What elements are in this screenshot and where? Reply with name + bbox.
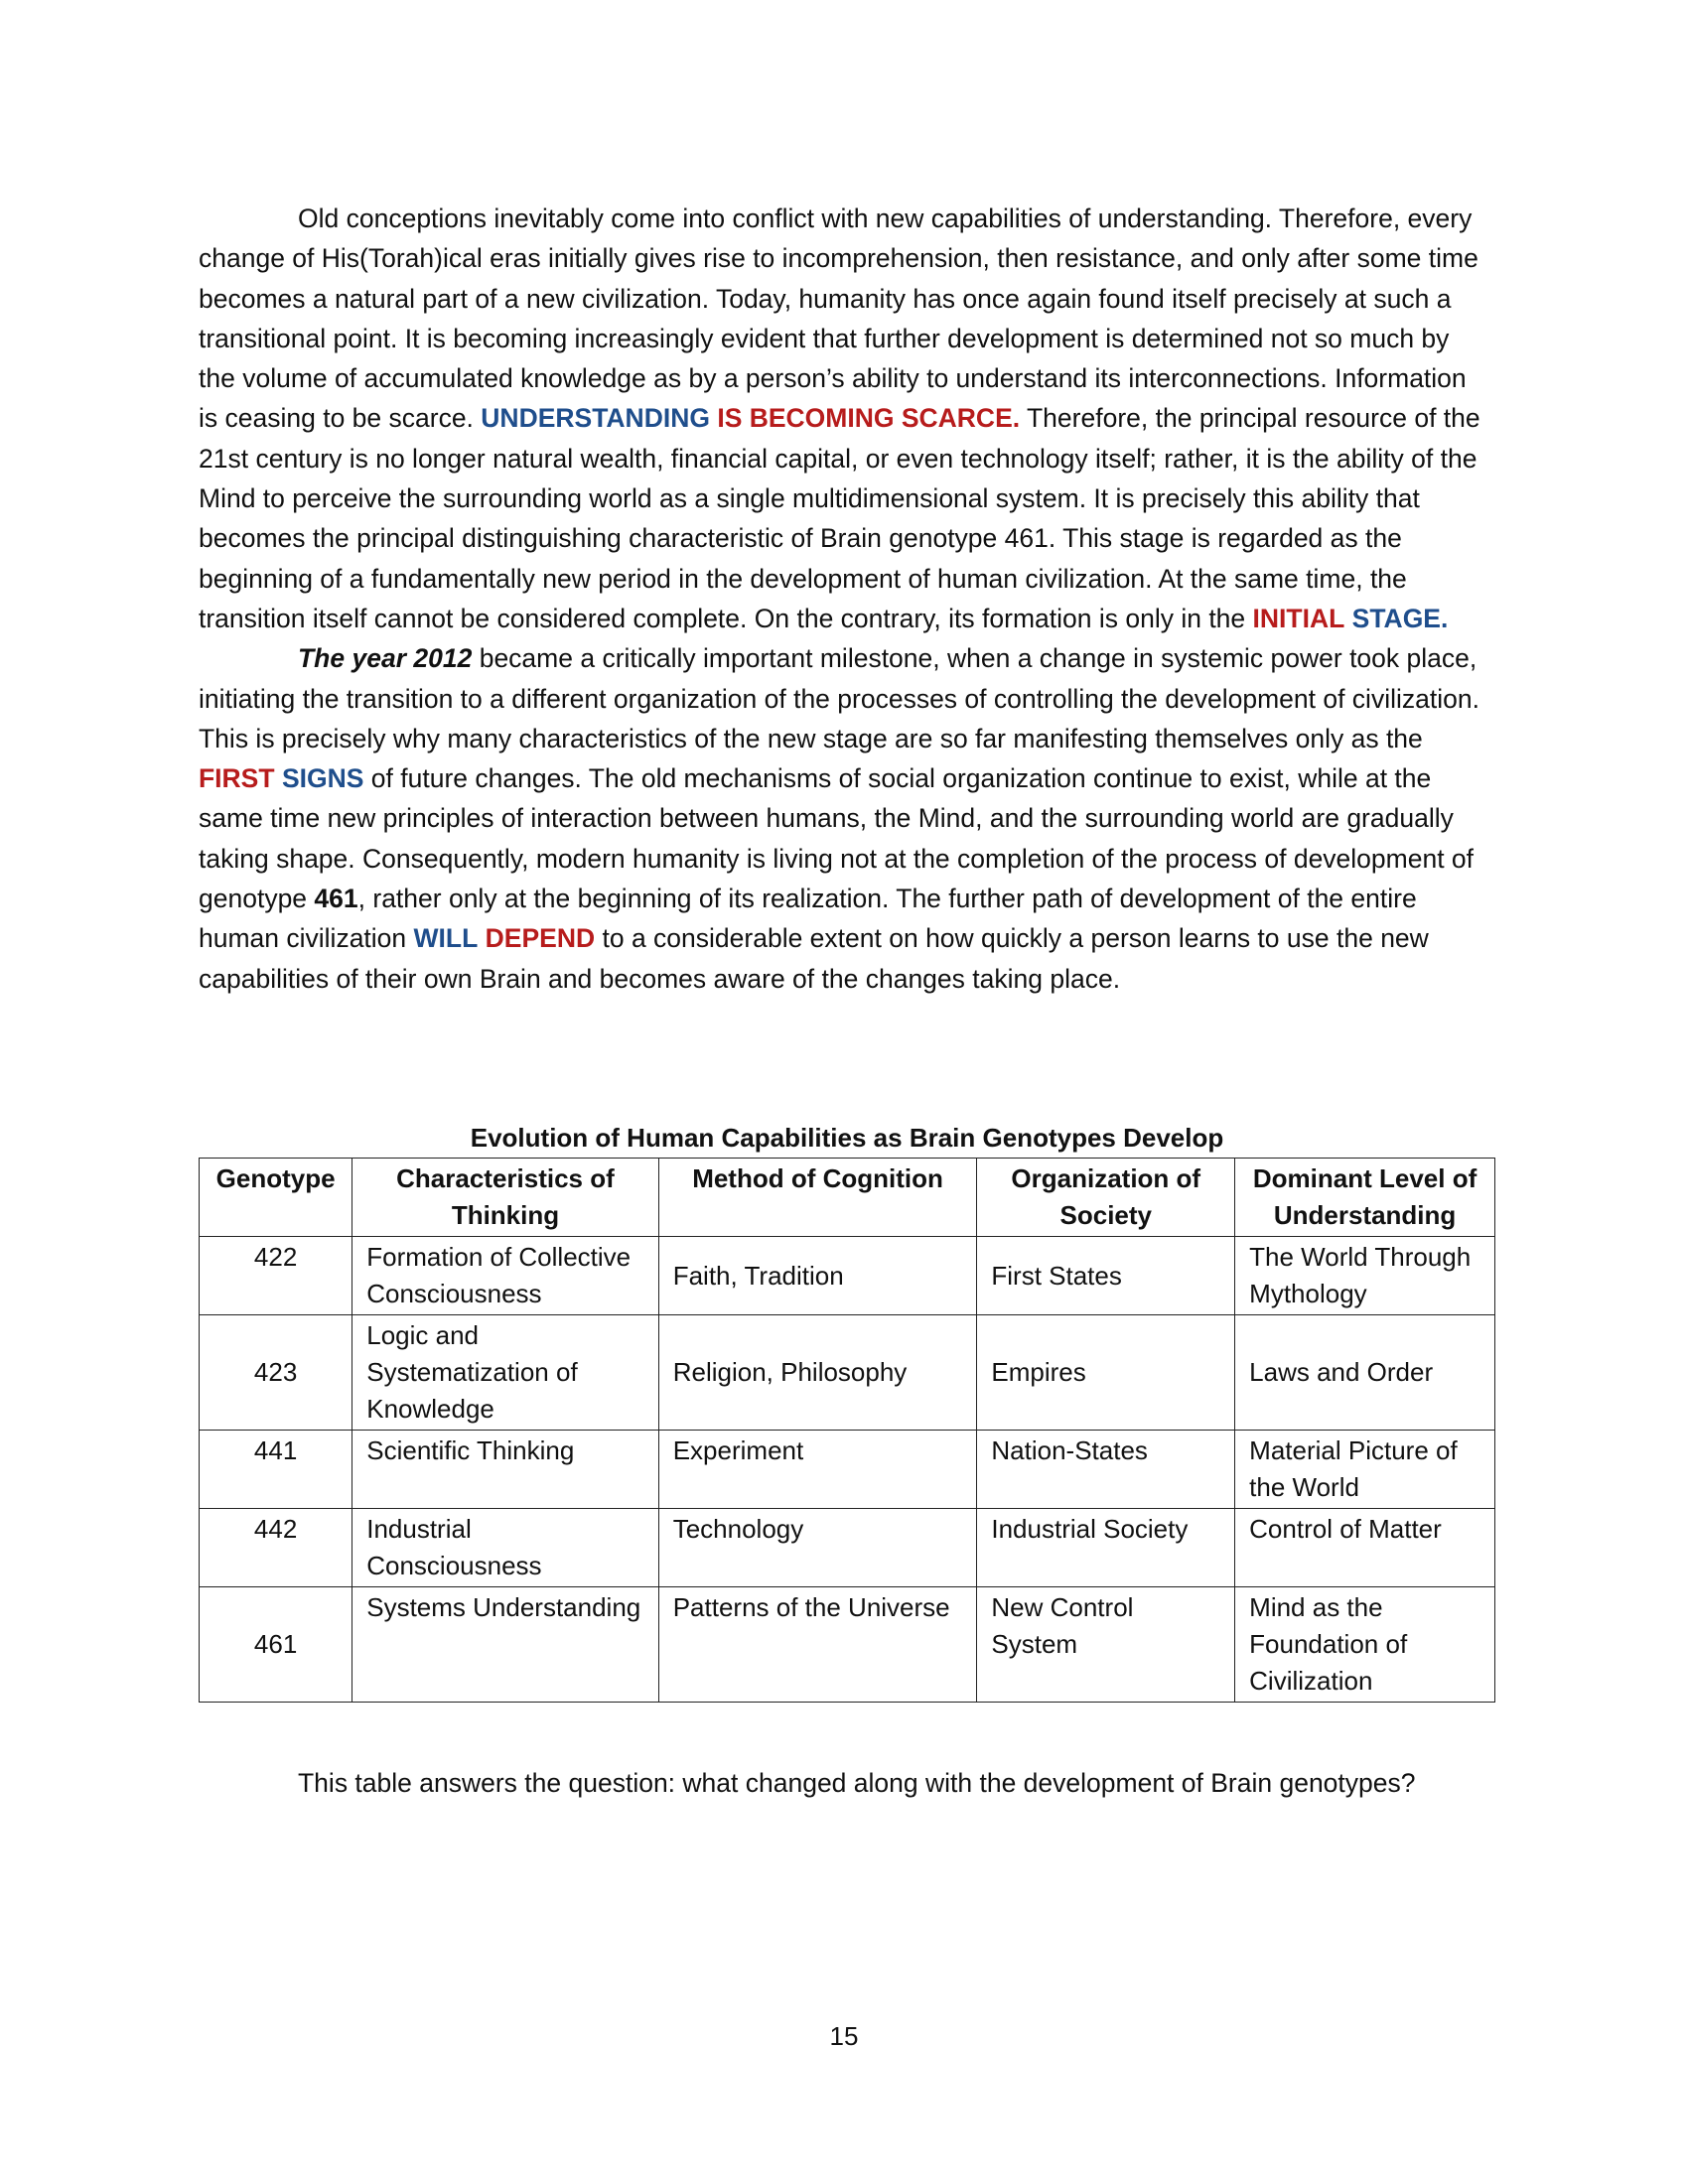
cell-method: Experiment [658, 1431, 977, 1509]
p1-text-1: Old conceptions inevitably come into conflict with new capabilities of understanding. Therefore, every change of His(Torah)ical eras initially gives rise to incomprehension, then resistance, and only after some time becomes a natural part of a new civilization. Today, humanity has once again found itself precisely at such a transitional point. It is becoming increasingly evident that further development is determined not so much by the volume of accumulated knowledge as by a person’s ability to understand its interconnections. Information is ceasing to be scarce. [199, 204, 1478, 434]
cell-organization: Nation-States [977, 1431, 1235, 1509]
p2-text-2: of future changes. The old mechanisms of social organization continue to exist, while at the same time new principles of interaction between humans, the Mind, and the surrounding world are gradually taking shape. Consequently, modern humanity is living not at the completion of the process of development of genotype [199, 763, 1475, 914]
table-row [200, 1237, 1495, 1315]
p2-emphasis-first: FIRST [199, 763, 275, 794]
p2-bold-genotype: 461 [314, 884, 358, 914]
cell-method: Faith, Tradition [658, 1237, 977, 1315]
header-organization: Organization of Society [977, 1159, 1235, 1237]
p2-text-1: became a critically important milestone, when a change in systemic power took place, initiating the transition to a different organization of the processes of controlling the development of civilization. This is precisely why many characteristics of the new stage are so far manifesting themselves only as the [199, 643, 1479, 753]
p1-emphasis-is-becoming-scarce: IS BECOMING SCARCE. [717, 403, 1021, 434]
cell-genotype: 423 [200, 1315, 352, 1431]
table-row [200, 1315, 1495, 1431]
paragraph-1 [199, 199, 1489, 638]
table-row [200, 1587, 1495, 1703]
cell-understanding: Laws and Order [1235, 1315, 1495, 1431]
cell-understanding: The World Through Mythology [1235, 1237, 1495, 1315]
cell-organization: New Control System [977, 1587, 1235, 1703]
p2-text-3: , rather only at the beginning of its realization. The further path of development of the entire human civilization [199, 884, 1417, 954]
cell-characteristics: Industrial Consciousness [352, 1509, 658, 1587]
genotype-table [199, 1158, 1495, 1703]
cell-genotype: 422 [200, 1237, 352, 1315]
cell-characteristics: Systems Understanding [352, 1587, 658, 1703]
header-understanding: Dominant Level of Understanding [1235, 1159, 1495, 1237]
cell-organization: First States [977, 1237, 1235, 1315]
cell-genotype: 441 [200, 1431, 352, 1509]
cell-genotype: 461 [200, 1587, 352, 1703]
cell-organization: Industrial Society [977, 1509, 1235, 1587]
cell-characteristics: Formation of Collective Consciousness [352, 1237, 658, 1315]
p1-emphasis-initial: INITIAL [1252, 603, 1345, 633]
body-text [199, 199, 1489, 999]
header-method: Method of Cognition [658, 1159, 977, 1237]
header-genotype: Genotype [200, 1159, 352, 1237]
page-number: 15 [829, 2021, 859, 2051]
cell-understanding: Mind as the Foundation of Civilization [1235, 1587, 1495, 1703]
table-title: Evolution of Human Capabilities as Brain Genotypes Develop [470, 1123, 1224, 1153]
table-row [200, 1509, 1495, 1587]
cell-characteristics: Scientific Thinking [352, 1431, 658, 1509]
closing-sentence: This table answers the question: what changed along with the development of Brain genotypes? [298, 1768, 1416, 1798]
cell-understanding: Material Picture of the World [1235, 1431, 1495, 1509]
cell-organization: Empires [977, 1315, 1235, 1431]
p1-text-2: Therefore, the principal resource of the 21st century is no longer natural wealth, financial capital, or even technology itself; rather, it is the ability of the Mind to perceive the surrounding world as a single multidimensional system. It is precisely this ability that becomes the principal distinguishing characteristic of Brain genotype 461. This stage is regarded as the beginning of a fundamentally new period in the development of human civilization. At the same time, the transition itself cannot be considered complete. On the contrary, its formation is only in the [199, 403, 1480, 633]
table-header-row [200, 1159, 1495, 1237]
paragraph-2 [199, 638, 1489, 999]
p2-emphasis-signs: SIGNS [281, 763, 364, 794]
p2-emphasis-will: WILL [413, 923, 479, 954]
p2-text-4: to a considerable extent on how quickly a person learns to use the new capabilities of their own Brain and becomes aware of the changes taking place. [199, 923, 1429, 994]
table-row [200, 1431, 1495, 1509]
cell-method: Patterns of the Universe [658, 1587, 977, 1703]
cell-genotype: 442 [200, 1509, 352, 1587]
cell-method: Religion, Philosophy [658, 1315, 977, 1431]
cell-method: Technology [658, 1509, 977, 1587]
p2-lead-year: The year 2012 [298, 643, 473, 674]
cell-characteristics: Logic and Systematization of Knowledge [352, 1315, 658, 1431]
p1-emphasis-understanding: UNDERSTANDING [481, 403, 710, 434]
header-characteristics: Characteristics of Thinking [352, 1159, 658, 1237]
p1-emphasis-stage: STAGE. [1351, 603, 1449, 633]
cell-understanding: Control of Matter [1235, 1509, 1495, 1587]
p2-emphasis-depend: DEPEND [485, 923, 596, 954]
